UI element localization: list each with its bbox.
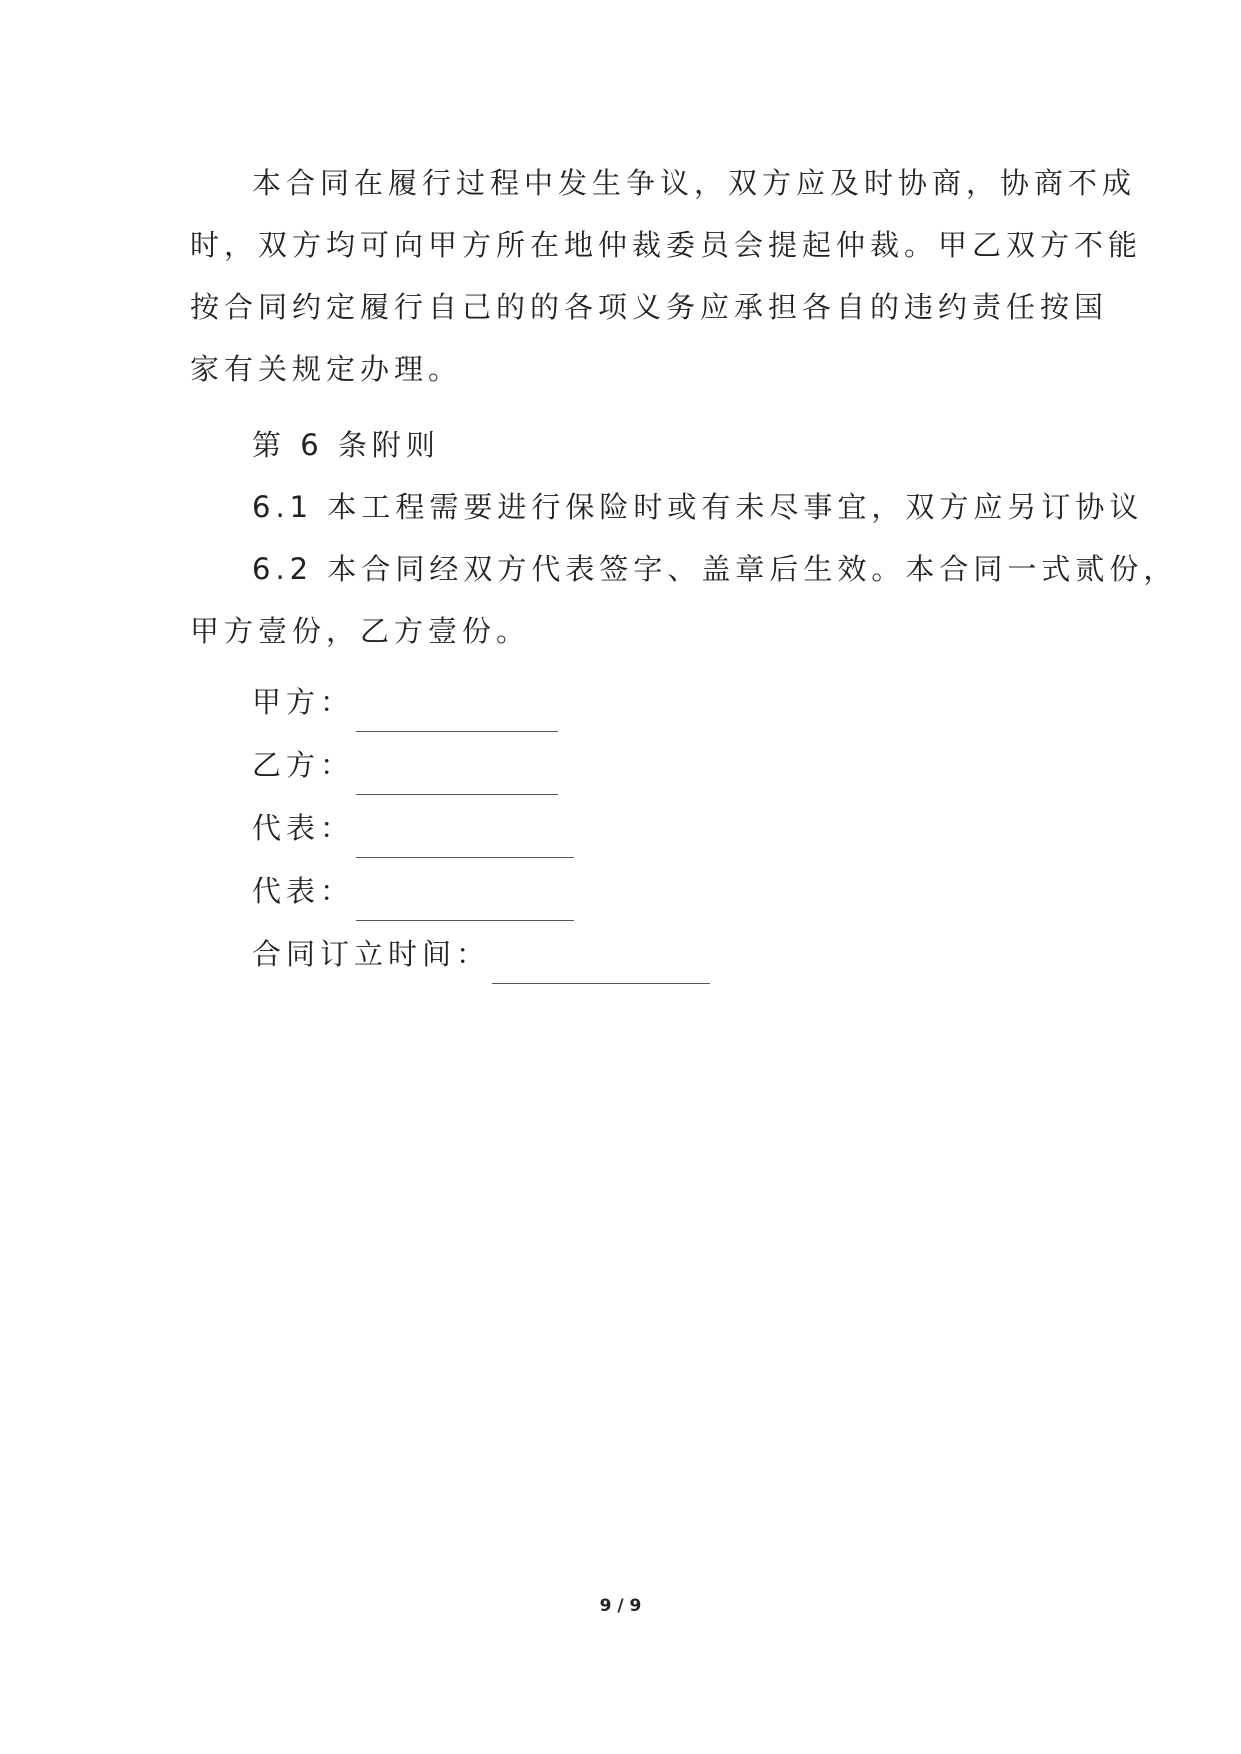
representative-2-label: 代表： [252, 874, 355, 908]
representative-2-field [252, 861, 574, 921]
clause-6-2 [190, 538, 1178, 662]
party-b-field [252, 735, 558, 795]
paragraph-line: 时，双方均可向甲方所在地仲裁委员会提起仲裁。甲乙双方不能 [190, 228, 1143, 262]
contract-date-field [252, 924, 710, 984]
contract-date-label: 合同订立时间： [252, 937, 491, 971]
clause-6-1 [190, 476, 1144, 538]
dispute-paragraph [190, 152, 1143, 400]
page-number: 9 / 9 [599, 1596, 642, 1616]
contract-date-blank[interactable] [492, 943, 710, 984]
article-6-heading [190, 414, 1050, 476]
representative-1-label: 代表： [252, 811, 355, 845]
party-b-blank[interactable] [356, 754, 558, 795]
paragraph-line: 按合同约定履行自己的的各项义务应承担各自的违约责任按国 [190, 290, 1109, 324]
representative-2-blank[interactable] [356, 880, 574, 921]
party-b-label: 乙方： [252, 748, 355, 782]
representative-1-blank[interactable] [356, 817, 574, 858]
clause-line: 甲方壹份，乙方壹份。 [190, 614, 531, 648]
party-a-blank[interactable] [356, 691, 558, 732]
paragraph-line: 家有关规定办理。 [190, 352, 463, 386]
representative-1-field [252, 798, 574, 858]
party-a-field [252, 672, 558, 732]
heading-text: 第 6 条附则 [252, 428, 440, 462]
clause-text: 6.1 本工程需要进行保险时或有未尽事宜，双方应另订协议 [252, 490, 1144, 524]
paragraph-line: 本合同在履行过程中发生争议，双方应及时协商，协商不成 [252, 166, 1137, 200]
clause-line: 6.2 本合同经双方代表签字、盖章后生效。本合同一式贰份， [252, 552, 1178, 586]
party-a-label: 甲方： [252, 685, 355, 719]
